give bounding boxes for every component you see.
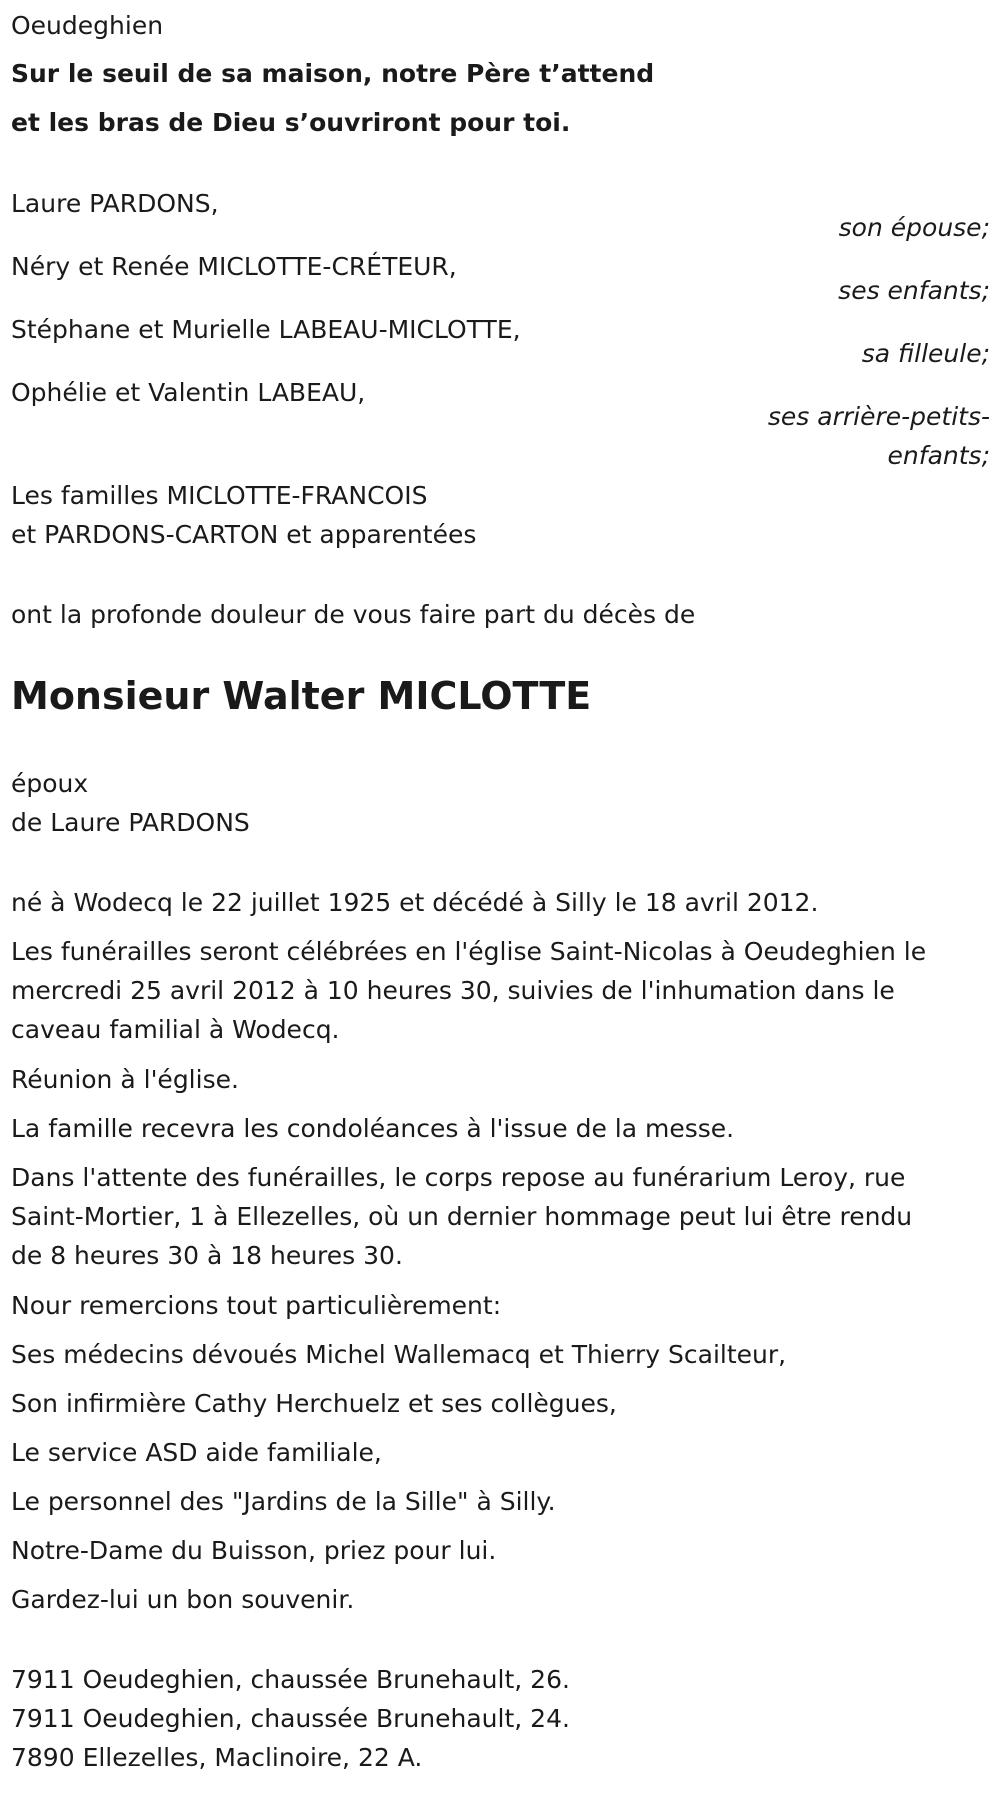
- family-member-name: Laure PARDONS,: [11, 189, 219, 218]
- verse-line-1: Sur le seuil de sa maison, notre Père t’attend: [11, 59, 655, 88]
- funeral-line-1: Les funérailles seront célébrées en l'église Saint-Nicolas à Oeudeghien le: [11, 937, 927, 966]
- family-member-name: Ophélie et Valentin LABEAU,: [11, 378, 366, 407]
- families-line-1: Les familles MICLOTTE-FRANCOIS: [11, 481, 428, 510]
- memory-text: Gardez-lui un bon souvenir.: [11, 1585, 355, 1614]
- village-name: Oeudeghien: [11, 11, 164, 40]
- family-member-relation-line-1: ses arrière-petits-: [767, 402, 990, 431]
- thanks-heading: Nour remercions tout particulièrement:: [11, 1291, 502, 1320]
- funeral-line-3: caveau familial à Wodecq.: [11, 1015, 340, 1044]
- birth-death-text: né à Wodecq le 22 juillet 1925 et décédé à Silly le 18 avril 2012.: [11, 888, 819, 917]
- meeting-text: Réunion à l'église.: [11, 1065, 239, 1094]
- thanks-service: Le service ASD aide familiale,: [11, 1438, 382, 1467]
- thanks-doctors: Ses médecins dévoués Michel Wallemacq et Thierry Scailteur,: [11, 1340, 787, 1369]
- family-member-name: Stéphane et Murielle LABEAU-MICLOTTE,: [11, 315, 521, 344]
- family-member-relation: sa filleule;: [861, 339, 990, 368]
- announcement-text: ont la profonde douleur de vous faire part du décès de: [11, 600, 696, 629]
- address-line: 7911 Oeudeghien, chaussée Brunehault, 26.: [11, 1665, 570, 1694]
- verse-line-2: et les bras de Dieu s’ouvriront pour toi.: [11, 108, 571, 137]
- deceased-name: Monsieur Walter MICLOTTE: [11, 674, 592, 718]
- family-member-relation: ses enfants;: [838, 276, 990, 305]
- thanks-nurse: Son infirmière Cathy Herchuelz et ses collègues,: [11, 1389, 617, 1418]
- thanks-staff: Le personnel des "Jardins de la Sille" à Silly.: [11, 1487, 556, 1516]
- spouse-line-1: époux: [11, 769, 89, 798]
- spouse-line-2: de Laure PARDONS: [11, 808, 250, 837]
- prayer-text: Notre-Dame du Buisson, priez pour lui.: [11, 1536, 497, 1565]
- family-member-relation-line-2: enfants;: [887, 441, 990, 470]
- rest-line-2: Saint-Mortier, 1 à Ellezelles, où un dernier hommage peut lui être rendu: [11, 1202, 913, 1231]
- family-member-name: Néry et Renée MICLOTTE-CRÉTEUR,: [11, 252, 457, 281]
- address-line: 7911 Oeudeghien, chaussée Brunehault, 24.: [11, 1704, 570, 1733]
- funeral-line-2: mercredi 25 avril 2012 à 10 heures 30, suivies de l'inhumation dans le: [11, 976, 895, 1005]
- family-member-relation: son épouse;: [838, 213, 990, 242]
- address-line: 7890 Ellezelles, Maclinoire, 22 A.: [11, 1743, 423, 1772]
- rest-line-1: Dans l'attente des funérailles, le corps repose au funérarium Leroy, rue: [11, 1163, 906, 1192]
- condolences-text: La famille recevra les condoléances à l'issue de la messe.: [11, 1114, 735, 1143]
- rest-line-3: de 8 heures 30 à 18 heures 30.: [11, 1241, 403, 1270]
- families-line-2: et PARDONS-CARTON et apparentées: [11, 520, 477, 549]
